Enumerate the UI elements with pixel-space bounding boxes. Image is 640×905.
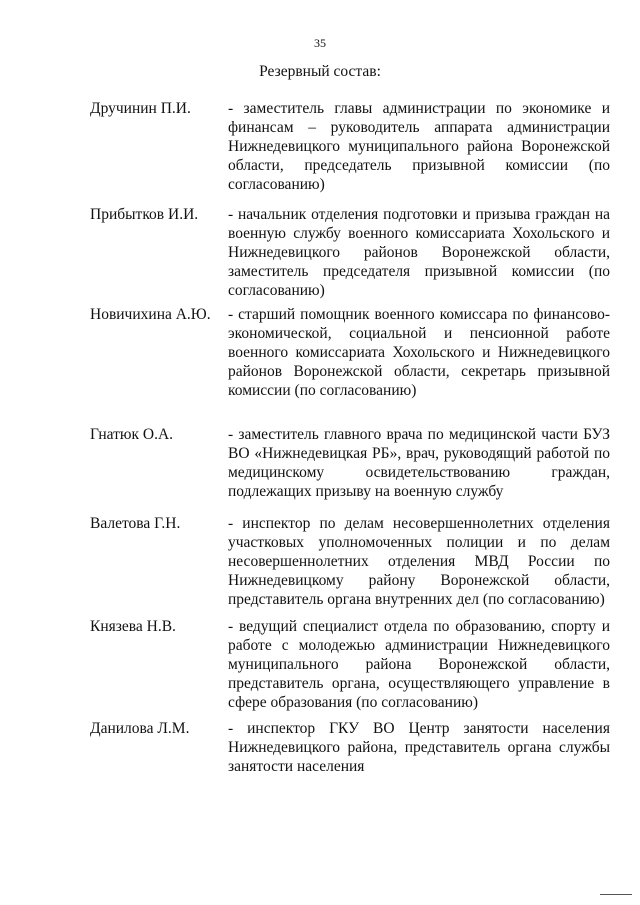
member-name: Князева Н.В. (90, 618, 176, 635)
member-entry (90, 719, 610, 776)
page-number: 35 (314, 36, 326, 50)
member-description: - инспектор по делам несовершеннолетних отделения участковых уполномоченных полиции и по делам несовершеннолетних отделения МВД России по Нижнедевицкому району Воронежской области, представитель органа внутренних дел (по согласованию) (228, 515, 610, 608)
member-name: Новичихина А.Ю. (90, 306, 211, 323)
member-entry (90, 305, 610, 400)
member-entry (90, 514, 610, 609)
member-entry (90, 205, 610, 300)
member-description: - заместитель главы администрации по экономике и финансам – руководитель аппарата администрации Нижнедевицкого муниципального района Воронежской области, председатель призывной комиссии (по согласованию) (228, 100, 610, 193)
member-description: - ведущий специалист отдела по образованию, спорту и работе с молодежью администрации Нижнедевицкого муниципального района Воронежской области, представитель органа, осуществляющего управление в сфере образования (по согласованию) (228, 618, 610, 711)
member-name: Прибытков И.И. (90, 206, 199, 223)
member-name: Данилова Л.М. (90, 720, 190, 737)
member-name: Гнатюк О.А. (90, 426, 174, 443)
member-name: Валетова Г.Н. (90, 515, 181, 532)
member-description: - начальник отделения подготовки и призыва граждан на военную службу военного комиссариата Хохольского и Нижнедевицкого районов Воронежской области, заместитель председателя призывной комиссии (по согласованию) (228, 206, 610, 299)
member-description: - старший помощник военного комиссара по финансово-экономической, социальной и пенсионной работе военного комиссариата Хохольского и Нижнедевицкого районов Воронежской области, секретарь призывной комиссии (по согласованию) (228, 306, 610, 399)
member-entry (90, 99, 610, 194)
member-entry (90, 617, 610, 712)
section-title: Резервный состав: (259, 63, 381, 80)
member-description: - заместитель главного врача по медицинской части БУЗ ВО «Нижнедевицкая РБ», врач, руководящий работой по медицинскому освидетельствованию граждан, подлежащих призыву на военную службу (228, 426, 610, 500)
member-entry (90, 425, 610, 501)
scan-mark (600, 894, 632, 895)
member-description: - инспектор ГКУ ВО Центр занятости населения Нижнедевицкого района, представитель органа службы занятости населения (228, 720, 610, 775)
member-name: Дручинин П.И. (90, 100, 191, 117)
